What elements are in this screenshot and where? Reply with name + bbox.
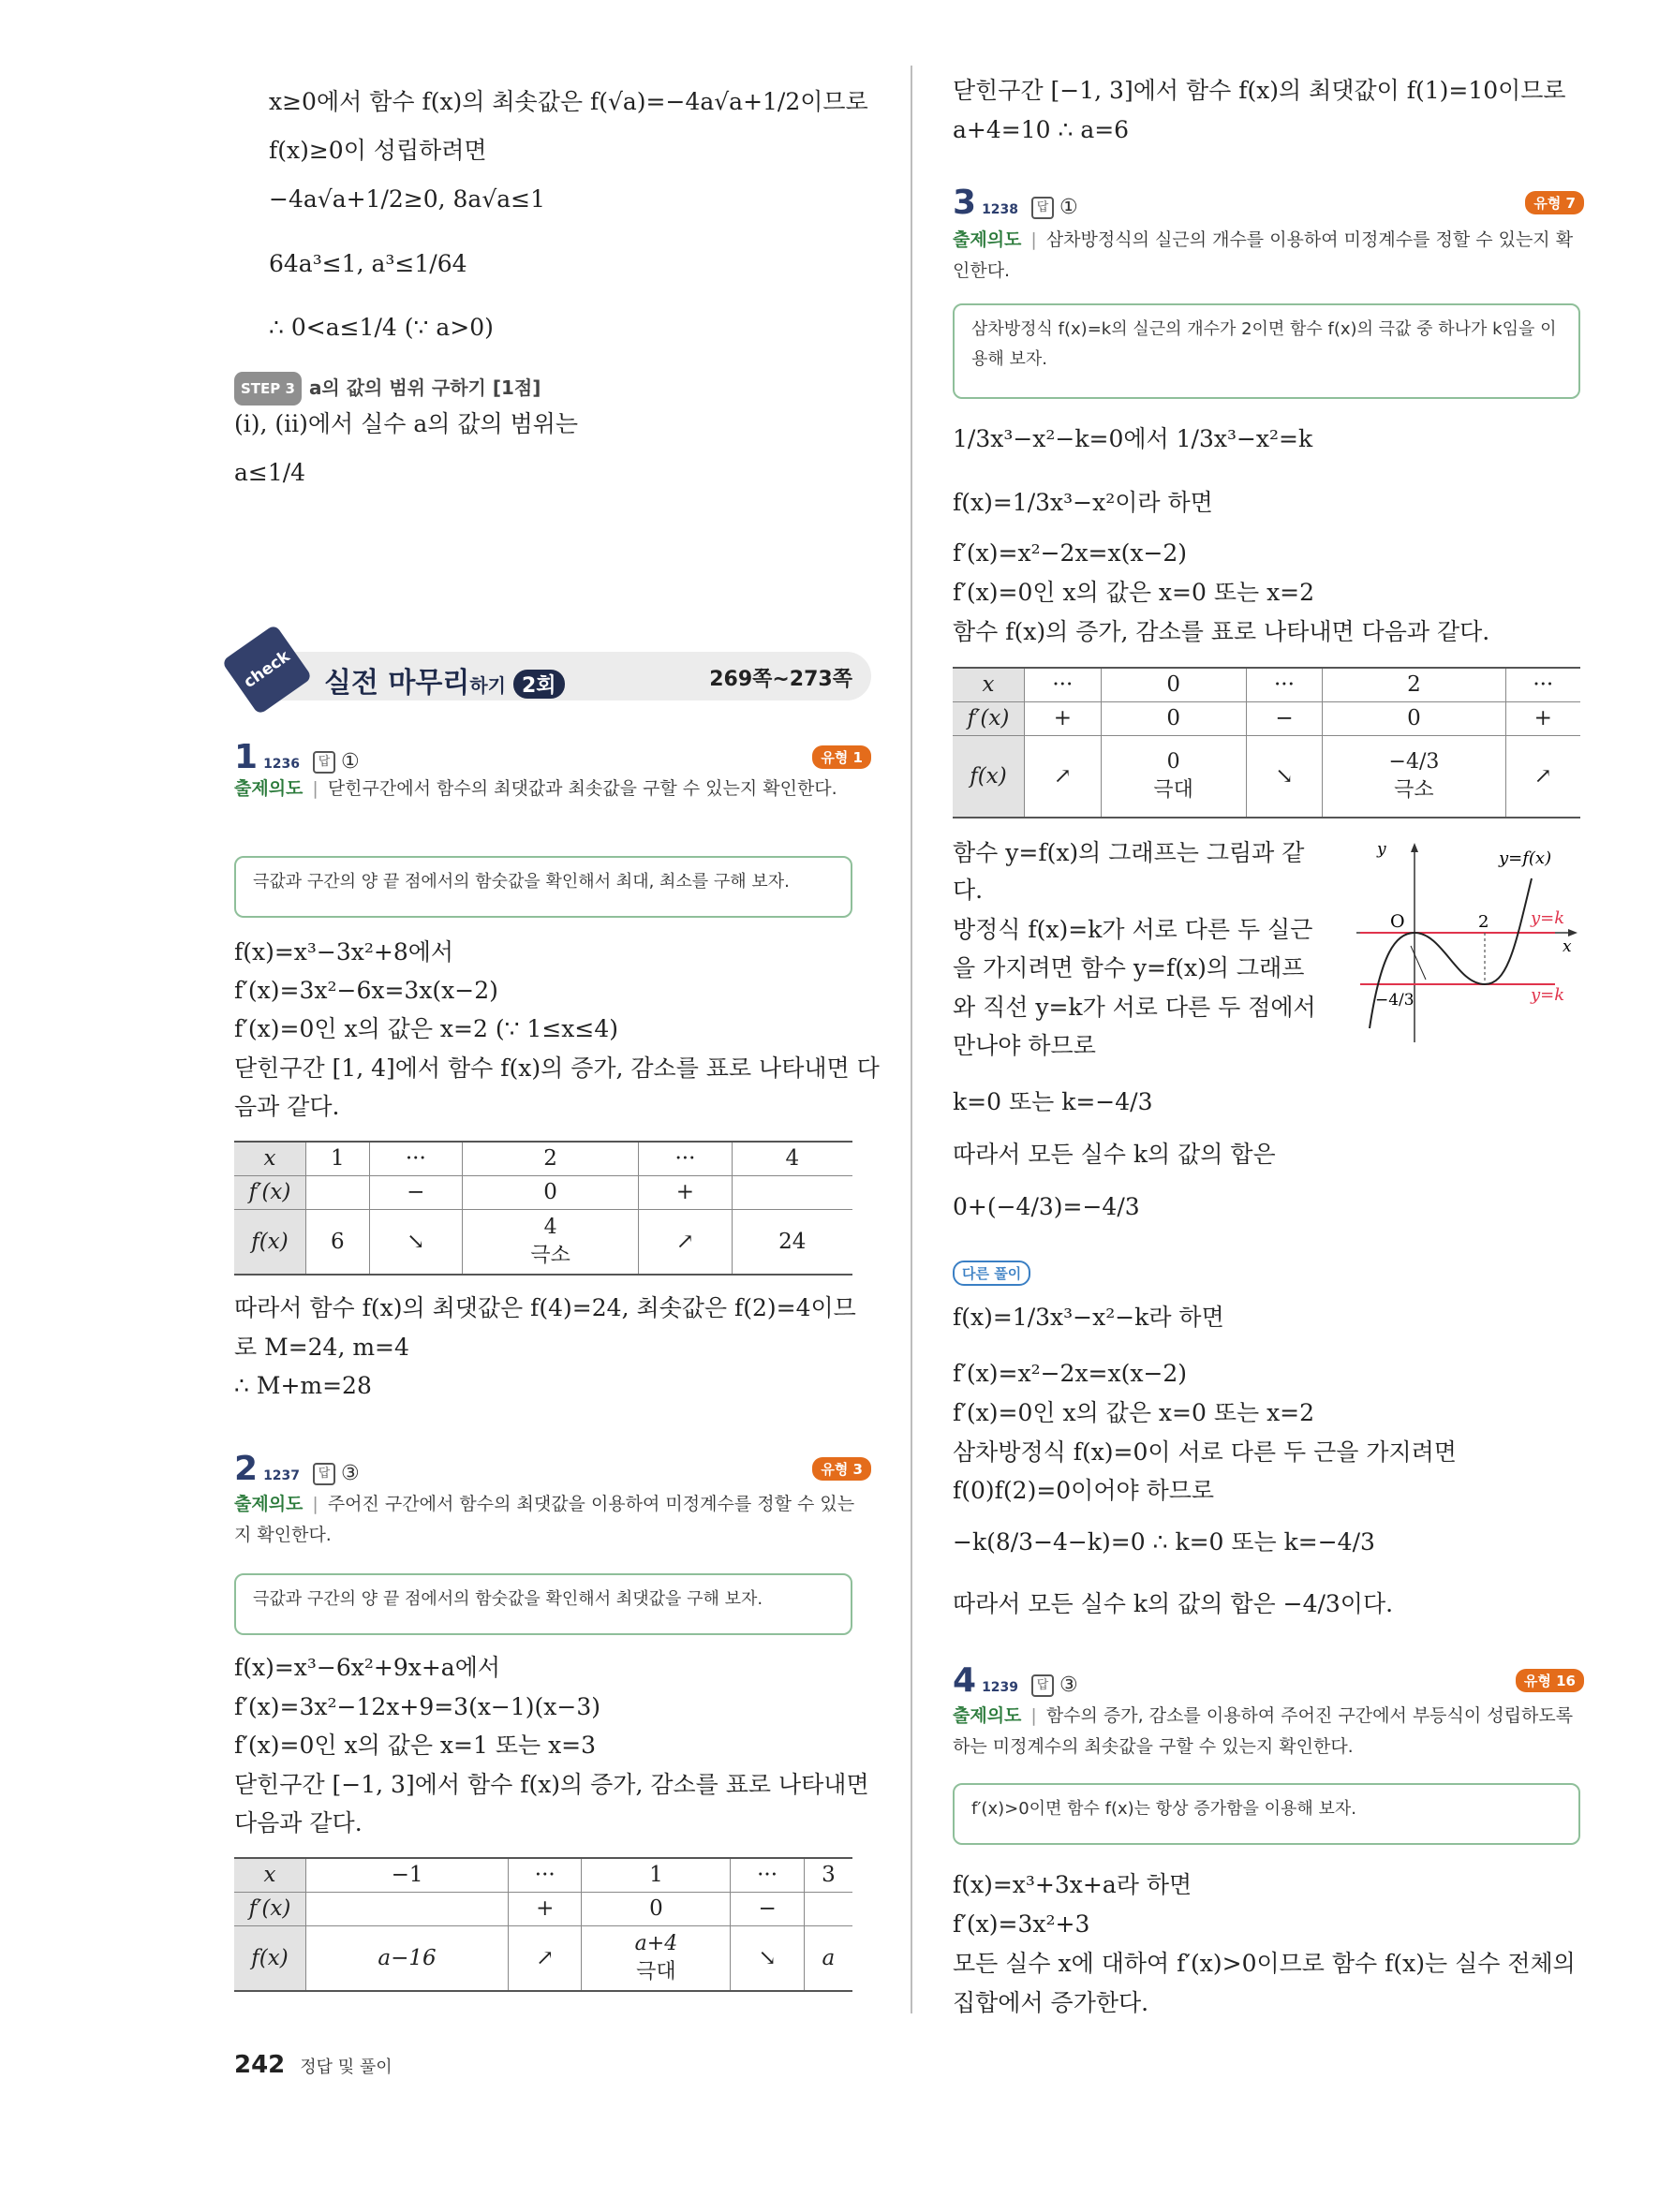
intent-label: 출제의도: [234, 778, 304, 799]
solution-line: f(x)=1/3x³−x²이라 하면: [953, 489, 1213, 516]
solution-line: 와 직선 y=k가 서로 다른 두 점에서: [953, 994, 1316, 1021]
table-cell: a: [804, 1925, 852, 1991]
hint-box: 극값과 구간의 양 끝 점에서의 함숫값을 확인해서 최댓값을 구해 보자.: [234, 1573, 852, 1635]
increase-decrease-table: [234, 1857, 852, 1992]
table-row: [953, 668, 1580, 701]
solution-line: a+4=10 ∴ a=6: [953, 116, 1130, 143]
table-cell: f′(x): [953, 701, 1025, 735]
x-axis-arrow: [1568, 929, 1578, 936]
problem-code: 1237: [263, 1468, 301, 1483]
solution-line: f′(x)=x²−2x=x(x−2): [953, 1360, 1188, 1387]
line-k-lower-label: y=k: [1531, 985, 1565, 1005]
solution-line: ∴ M+m=28: [234, 1372, 372, 1399]
intent-text: 주어진 구간에서 함수의 최댓값을 이용하여 미정계수를 정할 수 있는지 확인한다.: [234, 1494, 855, 1545]
problem-number: 4: [953, 1661, 977, 1700]
solution-line: a≤1/4: [234, 459, 306, 486]
table-cell: [582, 1925, 731, 1991]
table-cell: [1101, 735, 1246, 818]
table-cell: f′(x): [234, 1175, 306, 1209]
solution-line: 0+(−4/3)=−4/3: [953, 1193, 1140, 1220]
page-footer: [234, 2051, 393, 2079]
problem-number: 2: [234, 1450, 259, 1488]
solution-line: 64a³≤1, a³≤1/64: [269, 250, 467, 277]
table-cell: +: [639, 1175, 732, 1209]
intent-text: 닫힌구간에서 함수의 최댓값과 최솟값을 구할 수 있는지 확인한다.: [327, 778, 837, 799]
section-pages: 269쪽~273쪽: [709, 668, 852, 691]
problem-intent: 출제의도 | 닫힌구간에서 함수의 최댓값과 최솟값을 구할 수 있는지 확인한다.: [234, 778, 837, 799]
table-cell: ···: [1505, 668, 1580, 701]
table-cell: 0: [582, 1892, 731, 1925]
table-cell: f(x): [234, 1209, 306, 1275]
table-row: [234, 1175, 852, 1209]
solution-line: f(x)=x³−3x²+8에서: [234, 938, 454, 966]
answer-icon: 답: [313, 1463, 335, 1485]
cell-value: a+4: [634, 1931, 678, 1955]
problem-intent: 출제의도 | 주어진 구간에서 함수의 최댓값을 이용하여 미정계수를 정할 수 있는지 확인한다.: [234, 1494, 855, 1545]
round-badge: 2회: [513, 670, 565, 699]
solution-line: 따라서 함수 f(x)의 최댓값은 f(4)=24, 최솟값은 f(2)=4이므: [234, 1294, 856, 1321]
table-cell: 1: [582, 1858, 731, 1892]
problem-number: 1: [234, 738, 259, 776]
answer-value: ①: [1059, 196, 1078, 219]
table-cell: 1: [306, 1142, 370, 1175]
column-divider: [911, 66, 912, 2013]
solution-line: f′(x)=3x²−6x=3x(x−2): [234, 977, 498, 1004]
solution-line: f(0)f(2)=0이어야 하므로: [953, 1477, 1215, 1504]
solution-line: 음과 같다.: [234, 1093, 340, 1120]
hint-box: 삼차방정식 f(x)=k의 실근의 개수가 2이면 함수 f(x)의 극값 중 하나가 k임을 이용해 보자.: [953, 303, 1580, 399]
solution-line: 로 M=24, m=4: [234, 1334, 409, 1361]
table-cell: f′(x): [234, 1892, 306, 1925]
solution-line: 다음과 같다.: [234, 1809, 363, 1836]
check-tag: check: [221, 624, 312, 715]
page-number: 242: [234, 2051, 286, 2079]
table-row: [953, 735, 1580, 818]
solution-line: 닫힌구간 [−1, 3]에서 함수 f(x)의 증가, 감소를 표로 나타내면: [234, 1771, 869, 1798]
table-cell: x: [234, 1858, 306, 1892]
problem-code: 1239: [982, 1680, 1019, 1695]
section-header-bar: [234, 648, 871, 702]
solution-line: f′(x)=0인 x의 값은 x=0 또는 x=2: [953, 1399, 1315, 1426]
problem-intent: 출제의도 | 함수의 증가, 감소를 이용하여 주어진 구간에서 부등식이 성립하도록 하는 미정계수의 최솟값을 구할 수 있는지 확인한다.: [953, 1705, 1574, 1757]
problem-code: 1238: [982, 202, 1019, 217]
solution-line: 닫힌구간 [−1, 3]에서 함수 f(x)의 최댓값이 f(1)=10이므로: [953, 77, 1566, 104]
increase-decrease-table: [234, 1141, 852, 1276]
origin-label: O: [1390, 911, 1405, 932]
line-k-upper-label: y=k: [1531, 908, 1565, 928]
type-badge: 유형 1: [812, 745, 871, 769]
solution-line: f′(x)=3x²−12x+9=3(x−1)(x−3): [234, 1693, 600, 1720]
table-cell: [732, 1175, 852, 1209]
table-cell: ···: [731, 1858, 804, 1892]
y-axis-arrow: [1411, 843, 1418, 852]
solution-line: f′(x)=0인 x의 값은 x=1 또는 x=3: [234, 1732, 597, 1759]
solution-line: 따라서 모든 실수 k의 값의 합은: [953, 1141, 1276, 1168]
solution-line: f(x)=1/3x³−x²−k라 하면: [953, 1304, 1224, 1331]
solution-line: 만나야 하므로: [953, 1032, 1096, 1059]
step-title: a의 값의 범위 구하기 [1점]: [308, 376, 541, 399]
table-cell: 0: [1101, 701, 1246, 735]
cell-note: 극대: [1153, 777, 1193, 802]
type-badge: 유형 3: [812, 1457, 871, 1481]
step-tag: STEP 3: [234, 372, 302, 406]
solution-line: f(x)=x³−6x²+9x+a에서: [234, 1654, 501, 1681]
table-cell: ↘: [369, 1209, 462, 1275]
table-cell: [306, 1175, 370, 1209]
solution-line: f(x)=x³+3x+a라 하면: [953, 1871, 1192, 1898]
solution-line: 을 가지려면 함수 y=f(x)의 그래프: [953, 954, 1305, 981]
label-leader: [1411, 946, 1426, 980]
table-cell: 6: [306, 1209, 370, 1275]
table-row: [234, 1209, 852, 1275]
x-axis-label: x: [1563, 937, 1572, 956]
step3-header: [234, 371, 541, 406]
cell-note: 극대: [636, 1959, 676, 1983]
table-cell: ↗: [1025, 735, 1102, 818]
table-cell: 3: [804, 1858, 852, 1892]
hint-box: f′(x)>0이면 함수 f(x)는 항상 증가함을 이용해 보자.: [953, 1783, 1580, 1845]
table-row: [234, 1858, 852, 1892]
table-cell: f(x): [234, 1925, 306, 1991]
neg-four-thirds-label: −4/3: [1375, 991, 1415, 1010]
cell-value: −4/3: [1388, 749, 1440, 774]
table-cell: −: [731, 1892, 804, 1925]
table-cell: 24: [732, 1209, 852, 1275]
intent-label: 출제의도: [953, 1705, 1022, 1726]
cell-note: 극소: [1394, 777, 1434, 802]
table-cell: −: [1246, 701, 1323, 735]
table-cell: [1323, 735, 1505, 818]
section-title: [324, 659, 565, 700]
solution-line: f′(x)=x²−2x=x(x−2): [953, 539, 1188, 567]
cell-value: 4: [543, 1215, 557, 1239]
table-row: [234, 1142, 852, 1175]
table-cell: ···: [1246, 668, 1323, 701]
increase-decrease-table: [953, 667, 1580, 818]
answer-icon: 답: [1031, 197, 1054, 219]
solution-line: 함수 f(x)의 증가, 감소를 표로 나타내면 다음과 같다.: [953, 618, 1490, 645]
table-cell: x: [234, 1142, 306, 1175]
problem-code: 1236: [263, 757, 301, 772]
hint-box: 극값과 구간의 양 끝 점에서의 함숫값을 확인해서 최대, 최소를 구해 보자.: [234, 856, 852, 918]
intent-text: 삼차방정식의 실근의 개수를 이용하여 미정계수를 정할 수 있는지 확인한다.: [953, 229, 1574, 281]
cubic-graph: [1349, 841, 1581, 1051]
solution-line: (i), (ii)에서 실수 a의 값의 범위는: [234, 410, 579, 437]
table-row: [234, 1925, 852, 1991]
section-title-small: 하기: [469, 674, 506, 697]
solution-line: 1/3x³−x²−k=0에서 1/3x³−x²=k: [953, 425, 1313, 452]
table-cell: 0: [1101, 668, 1246, 701]
other-solution-badge: 다른 풀이: [953, 1261, 1030, 1286]
intent-label: 출제의도: [234, 1494, 304, 1514]
table-cell: ↘: [731, 1925, 804, 1991]
solution-line: 함수 y=f(x)의 그래프는 그림과 같: [953, 839, 1305, 866]
solution-line: 모든 실수 x에 대하여 f′(x)>0이므로 함수 f(x)는 실수 전체의: [953, 1950, 1576, 1977]
answer-value: ③: [341, 1462, 360, 1485]
problem-2-header: [234, 1450, 871, 1487]
table-cell: 0: [1323, 701, 1505, 735]
answer-icon: 답: [313, 751, 335, 774]
table-cell: +: [1505, 701, 1580, 735]
solution-line: f′(x)=0인 x의 값은 x=2 (∵ 1≤x≤4): [234, 1015, 618, 1042]
solution-line: 닫힌구간 [1, 4]에서 함수 f(x)의 증가, 감소를 표로 나타내면 다: [234, 1054, 880, 1082]
solution-line: 집합에서 증가한다.: [953, 1989, 1149, 2016]
table-cell: 2: [462, 1142, 638, 1175]
table-cell: [306, 1892, 509, 1925]
y-axis-label: y: [1377, 841, 1386, 859]
problem-4-header: [953, 1661, 1584, 1699]
table-cell: ↗: [509, 1925, 582, 1991]
problem-intent: 출제의도 | 삼차방정식의 실근의 개수를 이용하여 미정계수를 정할 수 있는지 확인한다.: [953, 229, 1574, 281]
solution-line: f′(x)=3x²+3: [953, 1910, 1090, 1938]
solution-line: k=0 또는 k=−4/3: [953, 1088, 1153, 1115]
table-cell: a−16: [306, 1925, 509, 1991]
table-cell: ↗: [639, 1209, 732, 1275]
table-cell: ···: [1025, 668, 1102, 701]
table-cell: 0: [462, 1175, 638, 1209]
answer-value: ①: [341, 750, 360, 774]
table-cell: ···: [639, 1142, 732, 1175]
solution-line: 삼차방정식 f(x)=0이 서로 다른 두 근을 가지려면: [953, 1438, 1457, 1466]
type-badge: 유형 16: [1516, 1669, 1584, 1692]
table-cell: −1: [306, 1858, 509, 1892]
section-title-main: 실전 마무리: [324, 667, 470, 700]
curve-label: y=f(x): [1499, 848, 1552, 868]
tick-label-2: 2: [1478, 912, 1489, 932]
table-cell: ↗: [1505, 735, 1580, 818]
table-cell: ···: [369, 1142, 462, 1175]
solution-line: x≥0에서 함수 f(x)의 최솟값은 f(√a)=−4a√a+1/2이므로: [269, 88, 868, 115]
table-row: [234, 1892, 852, 1925]
table-cell: +: [1025, 701, 1102, 735]
table-cell: x: [953, 668, 1025, 701]
table-cell: f(x): [953, 735, 1025, 818]
cell-note: 극소: [530, 1243, 570, 1267]
solution-line: f(x)≥0이 성립하려면: [269, 137, 487, 164]
solution-line: 방정식 f(x)=k가 서로 다른 두 실근: [953, 916, 1313, 943]
solution-line: f′(x)=0인 x의 값은 x=0 또는 x=2: [953, 579, 1315, 606]
solution-line: ∴ 0<a≤1/4 (∵ a>0): [269, 314, 494, 341]
solution-line: 따라서 모든 실수 k의 값의 합은 −4/3이다.: [953, 1590, 1394, 1617]
table-cell: ···: [509, 1858, 582, 1892]
table-cell: 4: [732, 1142, 852, 1175]
problem-number: 3: [953, 184, 977, 222]
answer-value: ③: [1059, 1674, 1078, 1697]
intent-label: 출제의도: [953, 229, 1022, 250]
solution-line: 다.: [953, 877, 984, 904]
problem-1-header: [234, 738, 871, 775]
table-cell: +: [509, 1892, 582, 1925]
table-row: [953, 701, 1580, 735]
table-cell: −: [369, 1175, 462, 1209]
type-badge: 유형 7: [1525, 191, 1584, 214]
table-cell: [804, 1892, 852, 1925]
table-cell: ↘: [1246, 735, 1323, 818]
answer-icon: 답: [1031, 1674, 1054, 1697]
problem-3-header: [953, 184, 1584, 221]
solution-line: −k(8/3−4−k)=0 ∴ k=0 또는 k=−4/3: [953, 1528, 1375, 1556]
cell-value: 0: [1166, 749, 1180, 774]
footer-title: 정답 및 풀이: [300, 2057, 393, 2077]
table-cell: [462, 1209, 638, 1275]
solution-line: −4a√a+1/2≥0, 8a√a≤1: [269, 185, 546, 213]
intent-text: 함수의 증가, 감소를 이용하여 주어진 구간에서 부등식이 성립하도록 하는 미정계수의 최솟값을 구할 수 있는지 확인한다.: [953, 1705, 1574, 1757]
table-cell: 2: [1323, 668, 1505, 701]
